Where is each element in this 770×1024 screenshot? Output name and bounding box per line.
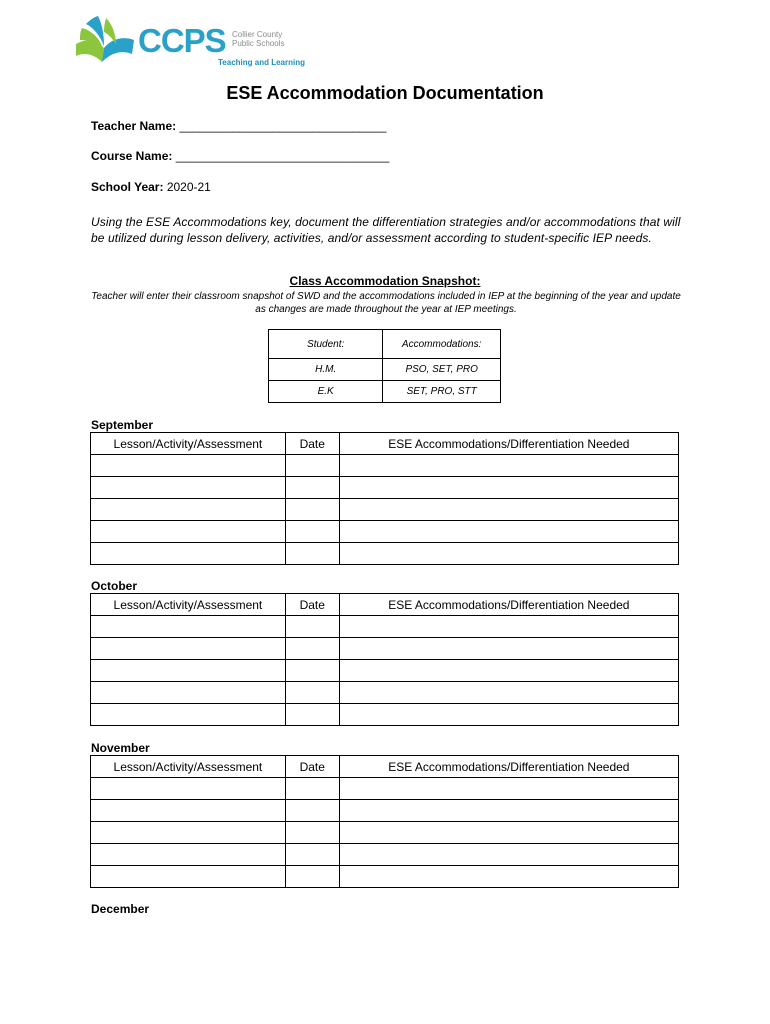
accommodation-cell[interactable] [339, 844, 678, 866]
date-cell[interactable] [285, 638, 339, 660]
accommodation-cell[interactable] [339, 682, 678, 704]
school-year-field [91, 180, 211, 194]
accommodation-cell[interactable] [339, 660, 678, 682]
course-name-field[interactable] [91, 149, 389, 163]
table-row[interactable] [91, 455, 679, 477]
lesson-cell[interactable] [91, 638, 286, 660]
page-title: ESE Accommodation Documentation [226, 83, 544, 103]
month-heading-september: September [91, 418, 154, 432]
date-cell[interactable] [285, 660, 339, 682]
accommodations-needed-header: ESE Accommodations/Differentiation Needed [339, 594, 678, 616]
date-cell[interactable] [285, 521, 339, 543]
district-line-2: Public Schools [232, 39, 285, 48]
date-cell[interactable] [285, 704, 339, 726]
student-cell: E.K [269, 381, 383, 403]
table-row[interactable] [91, 682, 679, 704]
logo-wordmark: CCPS [138, 22, 226, 59]
accommodation-cell[interactable] [339, 778, 678, 800]
snapshot-title: Class Accommodation Snapshot: [289, 274, 481, 288]
table-row[interactable] [91, 638, 679, 660]
district-name [232, 30, 302, 48]
school-year-label: School Year: [91, 180, 164, 194]
table-row [269, 359, 501, 381]
ccps-logo [72, 14, 322, 70]
lesson-cell[interactable] [91, 616, 286, 638]
accommodation-cell[interactable] [339, 704, 678, 726]
date-cell[interactable] [285, 778, 339, 800]
lesson-cell[interactable] [91, 800, 286, 822]
date-cell[interactable] [285, 543, 339, 565]
date-header: Date [285, 756, 339, 778]
course-name-label: Course Name: [91, 149, 173, 163]
september-log-table [90, 432, 679, 565]
november-log-table [90, 755, 679, 888]
accommodation-cell[interactable] [339, 800, 678, 822]
lesson-cell[interactable] [91, 822, 286, 844]
district-line-1: Collier County [232, 30, 283, 39]
lesson-header: Lesson/Activity/Assessment [91, 433, 286, 455]
lesson-cell[interactable] [91, 844, 286, 866]
lesson-header: Lesson/Activity/Assessment [91, 594, 286, 616]
lesson-cell[interactable] [91, 477, 286, 499]
lesson-cell[interactable] [91, 521, 286, 543]
table-row[interactable] [91, 499, 679, 521]
table-row[interactable] [91, 477, 679, 499]
accommodation-cell[interactable] [339, 455, 678, 477]
table-header-row [91, 756, 679, 778]
accommodation-cell[interactable] [339, 521, 678, 543]
lesson-cell[interactable] [91, 866, 286, 888]
date-cell[interactable] [285, 477, 339, 499]
snapshot-table [268, 329, 501, 403]
table-header-row [269, 330, 501, 359]
date-cell[interactable] [285, 800, 339, 822]
date-header: Date [285, 433, 339, 455]
instructions-text: Using the ESE Accommodations key, document the differentiation strategies and/or accommodations that will be utilized during lesson delivery, activities, and/or assessment according to student-specific IEP needs. [91, 215, 681, 245]
teacher-name-value[interactable]: _______________________________ [176, 119, 387, 133]
table-row[interactable] [91, 660, 679, 682]
month-heading-november: November [91, 741, 150, 755]
date-cell[interactable] [285, 616, 339, 638]
lesson-cell[interactable] [91, 660, 286, 682]
lesson-cell[interactable] [91, 704, 286, 726]
month-heading-december: December [91, 902, 150, 916]
date-cell[interactable] [285, 499, 339, 521]
course-name-value[interactable]: ________________________________ [172, 149, 390, 163]
school-year-value: 2020-21 [163, 180, 211, 194]
month-heading-october: October [91, 579, 138, 593]
table-row[interactable] [91, 521, 679, 543]
open-book-icon [72, 14, 142, 70]
date-cell[interactable] [285, 455, 339, 477]
accommodations-cell: SET, PRO, STT [383, 381, 501, 403]
accommodations-needed-header: ESE Accommodations/Differentiation Needed [339, 756, 678, 778]
accommodation-cell[interactable] [339, 543, 678, 565]
table-header-row [91, 433, 679, 455]
table-header-row [91, 594, 679, 616]
accommodations-cell: PSO, SET, PRO [383, 359, 501, 381]
table-row[interactable] [91, 866, 679, 888]
student-cell: H.M. [269, 359, 383, 381]
accommodation-cell[interactable] [339, 616, 678, 638]
date-header: Date [285, 594, 339, 616]
table-row[interactable] [91, 616, 679, 638]
accommodation-cell[interactable] [339, 866, 678, 888]
accommodation-cell[interactable] [339, 499, 678, 521]
lesson-cell[interactable] [91, 455, 286, 477]
date-cell[interactable] [285, 844, 339, 866]
table-row[interactable] [91, 844, 679, 866]
accommodation-cell[interactable] [339, 822, 678, 844]
accommodation-cell[interactable] [339, 638, 678, 660]
date-cell[interactable] [285, 822, 339, 844]
teacher-name-label: Teacher Name: [91, 119, 177, 133]
lesson-cell[interactable] [91, 778, 286, 800]
teacher-name-field[interactable] [91, 119, 386, 133]
accommodations-header: Accommodations: [383, 330, 501, 359]
table-row[interactable] [91, 800, 679, 822]
accommodation-cell[interactable] [339, 477, 678, 499]
lesson-cell[interactable] [91, 543, 286, 565]
date-cell[interactable] [285, 682, 339, 704]
snapshot-description: Teacher will enter their classroom snapshot of SWD and the accommodations included in IEP at the beginning of the year and update as changes are made throughout the year at IEP meetings. [91, 291, 681, 315]
table-row[interactable] [91, 543, 679, 565]
table-row [269, 381, 501, 403]
lesson-cell[interactable] [91, 682, 286, 704]
table-row[interactable] [91, 822, 679, 844]
table-row[interactable] [91, 778, 679, 800]
accommodations-needed-header: ESE Accommodations/Differentiation Needed [339, 433, 678, 455]
october-log-table [90, 593, 679, 726]
lesson-header: Lesson/Activity/Assessment [91, 756, 286, 778]
logo-tagline: Teaching and Learning [218, 58, 305, 67]
table-row[interactable] [91, 704, 679, 726]
student-header: Student: [269, 330, 383, 359]
lesson-cell[interactable] [91, 499, 286, 521]
date-cell[interactable] [285, 866, 339, 888]
